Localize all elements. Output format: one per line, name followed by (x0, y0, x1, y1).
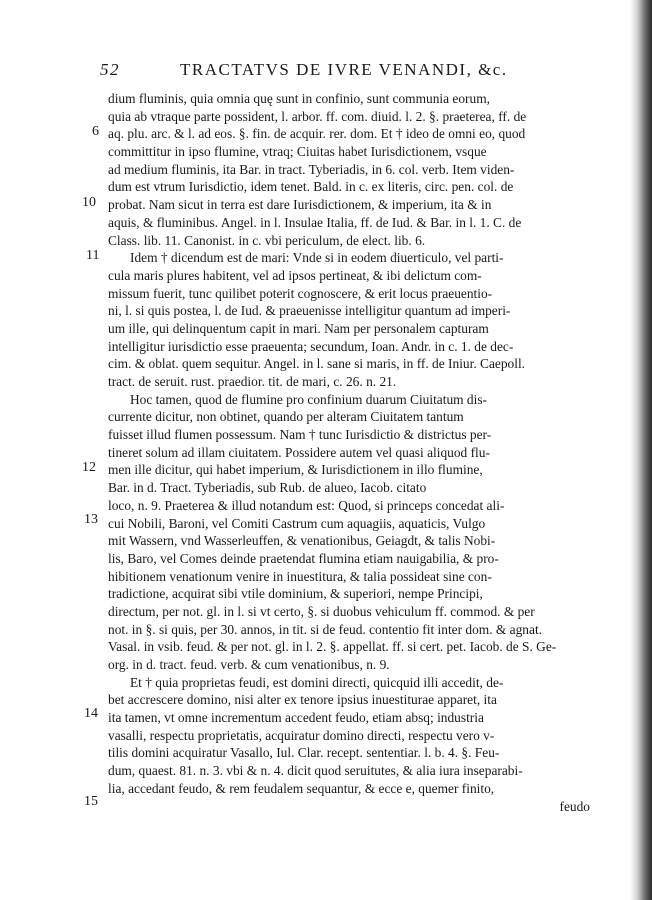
text-line: Idem † dicendum est de mari: Vnde si in eodem diuerticulo, vel parti- (130, 250, 504, 266)
text-line: ad medium fluminis, ita Bar. in tract. Tyberiadis, in 6. col. verb. Item viden- (108, 161, 515, 177)
text-line: tineret solum ad illam ciuitatem. Possidere autem vel quasi aliquod flu- (108, 444, 490, 460)
text-line: missum fuerit, tunc quilibet poterit cognoscere, & erit locus praeuentio- (108, 285, 493, 301)
text-line: quia ab vtraque parte possident, l. arbor. ff. com. diuid. l. 2. §. praeterea, ff. de (108, 108, 527, 124)
text-line: Hoc tamen, quod de flumine pro confinium duarum Ciuitatum dis- (130, 391, 488, 407)
text-line: vasalli, respectu proprietatis, acquiratur domino directi, respectu vero v- (108, 727, 495, 743)
margin-number: 11 (86, 248, 100, 263)
text-line: aq. plu. arc. & l. ad eos. §. fin. de acquir. rer. dom. Et † ideo de omni eo, quod (108, 126, 526, 142)
margin-number: 13 (84, 512, 98, 527)
text-line: Et † quia proprietas feudi, est domini directi, quicquid illi accedit, de- (130, 674, 504, 690)
text-line: tilis domini acquiratur Vasallo, Iul. Clar. recept. sententiar. l. b. 4. §. Feu- (108, 745, 500, 761)
text-line: loco, n. 9. Praeterea & illud notandum est: Quod, si princeps concedat ali- (108, 497, 505, 513)
text-line: mit Wassern, vnd Wasserleuffen, & venationibus, Geiagdt, & talis Nobi- (108, 533, 496, 549)
text-line: bet accrescere domino, nisi alter ex tenore ipsius inuestiturae apparet, ita (108, 692, 497, 708)
text-line: tract. de seruit. rust. praedior. tit. de mari, c. 26. n. 21. (108, 374, 397, 389)
text-line: not. in §. si quis, per 30. annos, in tit. si de feud. contentio fit inter dom. & agnat. (108, 621, 543, 637)
text-line: Vasal. in vsib. feud. & per not. gl. in l. 2. §. appellat. ff. si cert. pet. Iacob. de S. Ge- (108, 639, 557, 655)
text-line: cula maris plures habitent, vel ad ipsos pertineat, & ibi delictum com- (108, 267, 482, 283)
text-line: um ille, qui delinquentum capit in mari. Nam per personalem capturam (108, 320, 489, 336)
text-line: ita tamen, vt omne incrementum accedent feudo, etiam absq; industria (108, 710, 484, 726)
text-line: committitur in ipso flumine, vtraq; Ciuitas habet Iurisdictionem, vsque (108, 144, 487, 160)
text-line: Bar. in d. Tract. Tyberiadis, sub Rub. de alueo, Iacob. citato (108, 480, 427, 496)
text-line: Class. lib. 11. Canonist. in c. vbi periculum, de elect. lib. 6. (108, 232, 426, 248)
body-text (108, 90, 608, 815)
text-line: lis, Baro, vel Comes deinde praetendat flumina etiam nauigabilia, & pro- (108, 550, 499, 566)
page-edge-shadow (630, 0, 652, 900)
text-line: intelligitur iurisdictio esse praeuenta; secundum, Ioan. Andr. in c. 1. de dec- (108, 338, 514, 354)
text-line: hibitionem venationum venire in inuestitura, & talia possideat sine con- (108, 568, 492, 584)
text-line: cui Nobili, Baroni, vel Comiti Castrum cum aquagiis, aquaticis, Vulgo (108, 515, 486, 531)
margin-number: 12 (82, 460, 96, 475)
text-line: cim. & oblat. quem sequitur. Angel. in l. sane si maris, in ff. de Iniur. Caepoll. (108, 356, 526, 372)
margin-number: 10 (82, 195, 96, 210)
text-line: dum, quaest. 81. n. 3. vbi & n. 4. dicit quod seruitutes, & alia iura inseparabi- (108, 763, 523, 779)
catchword: feudo (559, 798, 590, 814)
text-line: fuisset illud flumen possessum. Nam † tunc Iurisdictio & districtus per- (108, 427, 492, 443)
text-line: lia, accedant feudo, & rem feudalem sequantur, & ecce e, quemer finito, (108, 780, 495, 796)
text-line: men ille dicitur, qui habet imperium, & Iurisdictionem in illo flumine, (108, 462, 483, 478)
running-head: TRACTATVS DE IVRE VENANDI, &c. (180, 60, 508, 79)
text-line: directum, per not. gl. in l. si vt certo, §. si duobus vehiculum ff. commod. & per (108, 603, 535, 619)
text-line: aquis, & fluminibus. Angel. in l. Insulae Italia, ff. de Iud. & Bar. in l. 1. C. de (108, 214, 522, 230)
margin-number: 14 (84, 706, 98, 721)
text-line: ni, l. si quis postea, l. de Iud. & praeuenisse intelligitur quantum ad imperi- (108, 303, 511, 319)
text-line: org. in d. tract. feud. verb. & cum venationibus, n. 9. (108, 657, 390, 672)
page-number: 52 (100, 60, 120, 79)
text-line: dium fluminis, quia omnia quę sunt in confinio, sunt communia eorum, (108, 91, 490, 106)
text-line: tradictione, acquirat sibi vtile dominium, & superiori, nempe Principi, (108, 586, 483, 602)
text-line: dum est vtrum Iurisdictio, idem tenet. Bald. in c. ex literis, circ. pen. col. de (108, 179, 514, 195)
text-line: probat. Nam sicut in terra est dare Iurisdictionem, & imperium, ita & in (108, 197, 492, 213)
margin-number: 6 (92, 124, 99, 139)
text-line: currente dicitur, non obtinet, quando per alteram Ciuitatem tantum (108, 409, 464, 425)
margin-number: 15 (84, 794, 98, 809)
